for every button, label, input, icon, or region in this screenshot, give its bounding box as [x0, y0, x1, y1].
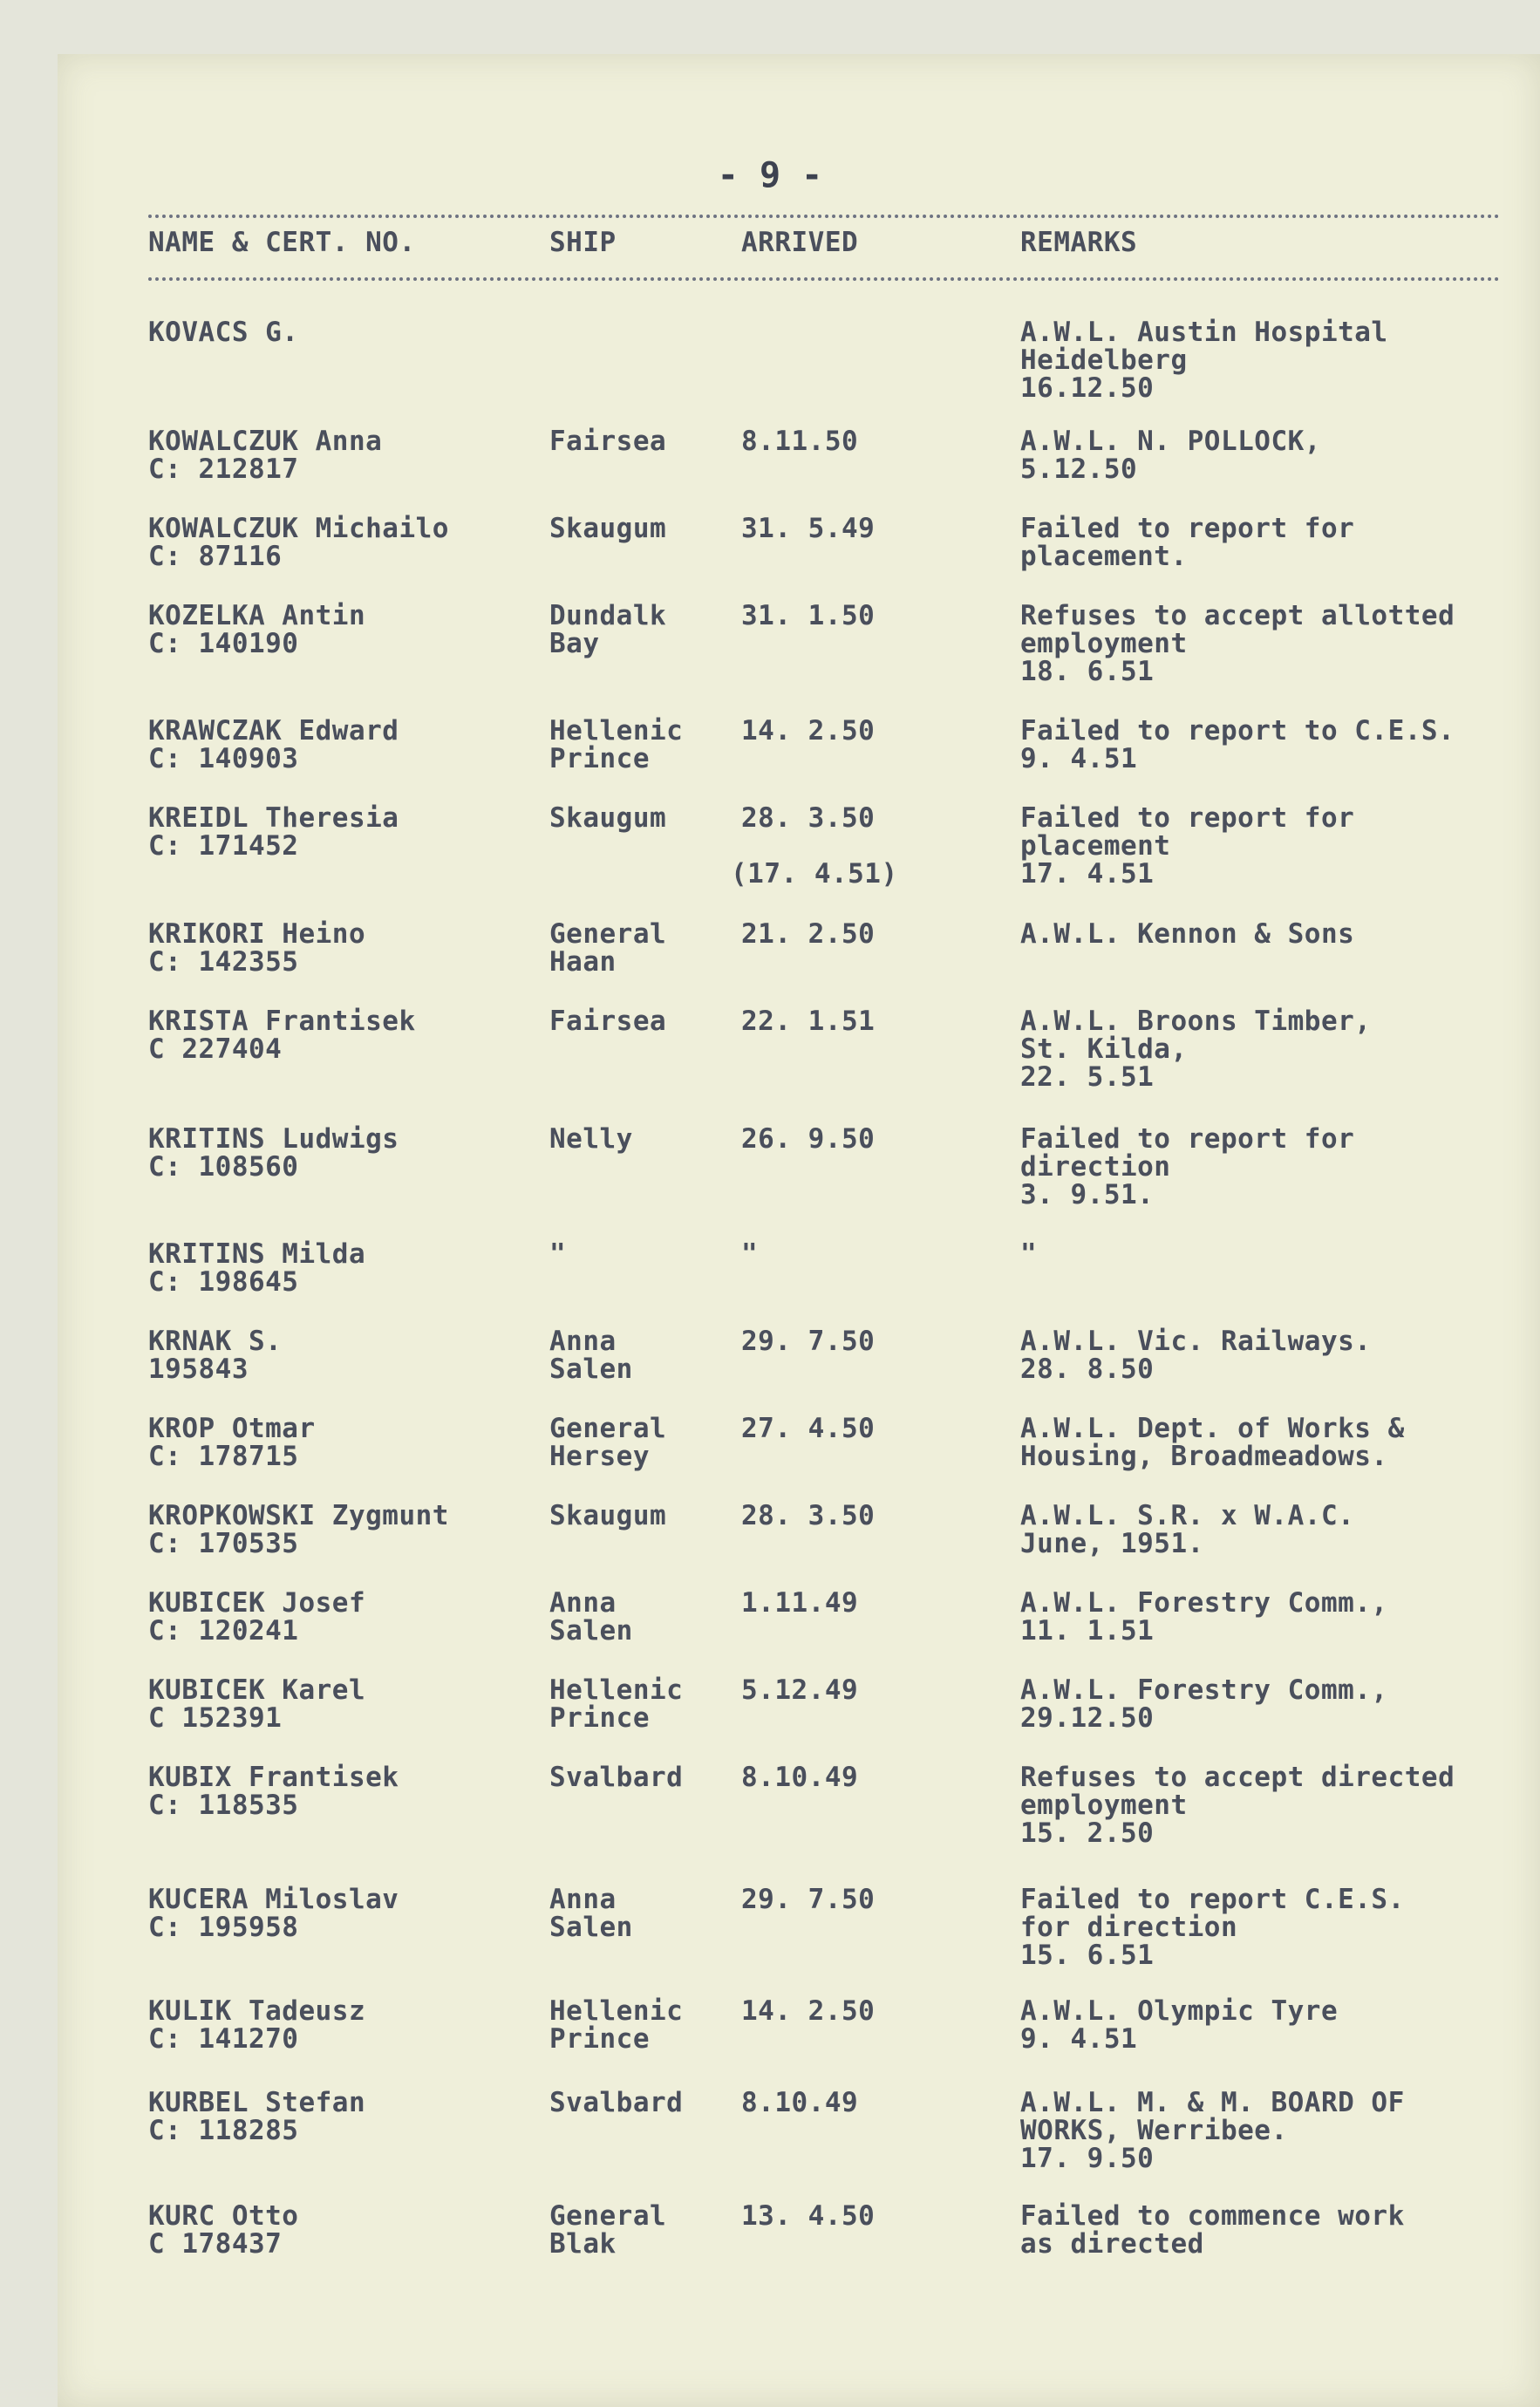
- row-arrived: 26. 9.50: [741, 1123, 876, 1155]
- row-name: KUBIX Frantisek: [148, 1762, 399, 1793]
- row-remarks: A.W.L. N. POLLOCK, 5.12.50: [1020, 426, 1321, 485]
- row-ship: Hellenic Prince: [549, 1674, 684, 1734]
- row-cert-no: C: 141270: [148, 2023, 299, 2055]
- row-ship: Skaugum: [549, 1500, 667, 1531]
- row-cert-no: C: 212817: [148, 453, 299, 485]
- row-arrived: 14. 2.50: [741, 715, 876, 747]
- row-name: KOWALCZUK Michailo: [148, 513, 449, 544]
- row-arrived: 8.10.49: [741, 1762, 859, 1793]
- row-cert-no: C: 108560: [148, 1151, 299, 1183]
- header-name: NAME & CERT. NO.: [148, 227, 416, 258]
- row-arrived: 1.11.49: [741, 1587, 859, 1619]
- row-name: KOZELKA Antin: [148, 600, 366, 631]
- row-remarks: A.W.L. Austin Hospital Heidelberg 16.12.50: [1020, 317, 1388, 404]
- row-name: KURC Otto: [148, 2200, 299, 2232]
- row-remarks: A.W.L. Olympic Tyre 9. 4.51: [1020, 1995, 1339, 2055]
- row-arrived: 29. 7.50: [741, 1884, 876, 1915]
- row-ship: Hellenic Prince: [549, 715, 684, 774]
- row-cert-no: C 178437: [148, 2228, 283, 2260]
- row-remarks: Failed to report for placement 17. 4.51: [1020, 802, 1355, 890]
- row-ship: Dundalk Bay: [549, 600, 667, 659]
- row-name: KRAWCZAK Edward: [148, 715, 399, 747]
- row-cert-no: C: 178715: [148, 1441, 299, 1472]
- row-name: KUBICEK Josef: [148, 1587, 366, 1619]
- row-arrived-note: (17. 4.51): [731, 858, 898, 890]
- row-cert-no: C 227404: [148, 1033, 283, 1065]
- header-top-rule: [148, 215, 1500, 218]
- row-remarks: Failed to commence work as directed: [1020, 2200, 1405, 2260]
- row-remarks: A.W.L. Forestry Comm., 11. 1.51: [1020, 1587, 1388, 1647]
- row-name: KUCERA Miloslav: [148, 1884, 399, 1915]
- row-name: KOVACS G.: [148, 317, 299, 348]
- row-ship: Fairsea: [549, 426, 667, 457]
- row-name: KROP Otmar: [148, 1413, 316, 1444]
- row-name: KOWALCZUK Anna: [148, 426, 383, 457]
- row-arrived: 31. 1.50: [741, 600, 876, 631]
- row-name: KROPKOWSKI Zygmunt: [148, 1500, 449, 1531]
- row-remarks: Refuses to accept directed employment 15. 2.50: [1020, 1762, 1455, 1849]
- row-cert-no: C: 195958: [148, 1912, 299, 1943]
- row-cert-no: C: 142355: [148, 946, 299, 978]
- row-name: KULIK Tadeusz: [148, 1995, 366, 2027]
- row-cert-no: 195843: [148, 1354, 249, 1385]
- row-cert-no: C: 87116: [148, 541, 283, 572]
- row-remarks: A.W.L. Broons Timber, St. Kilda, 22. 5.51: [1020, 1006, 1372, 1093]
- row-ship: Fairsea: [549, 1006, 667, 1037]
- row-remarks: Failed to report to C.E.S. 9. 4.51: [1020, 715, 1455, 774]
- row-cert-no: C: 171452: [148, 830, 299, 862]
- row-ship: General Haan: [549, 918, 667, 978]
- row-cert-no: C: 140190: [148, 628, 299, 659]
- row-cert-no: C: 118535: [148, 1790, 299, 1821]
- row-arrived: 29. 7.50: [741, 1326, 876, 1357]
- row-cert-no: C: 118285: [148, 2115, 299, 2146]
- row-cert-no: C: 140903: [148, 743, 299, 774]
- row-arrived: 14. 2.50: [741, 1995, 876, 2027]
- row-ship: General Blak: [549, 2200, 667, 2260]
- row-ship: Svalbard: [549, 2087, 684, 2118]
- row-ship: Anna Salen: [549, 1587, 633, 1647]
- row-arrived: 28. 3.50: [741, 1500, 876, 1531]
- row-remarks: Failed to report C.E.S. for direction 15. 6.51: [1020, 1884, 1405, 1971]
- row-cert-no: C 152391: [148, 1702, 283, 1734]
- row-ship: General Hersey: [549, 1413, 667, 1472]
- row-name: KURBEL Stefan: [148, 2087, 366, 2118]
- row-arrived: 21. 2.50: [741, 918, 876, 950]
- row-remarks: A.W.L. Kennon & Sons: [1020, 918, 1355, 950]
- row-name: KRIKORI Heino: [148, 918, 366, 950]
- row-remarks: A.W.L. Forestry Comm., 29.12.50: [1020, 1674, 1388, 1734]
- row-arrived: 8.10.49: [741, 2087, 859, 2118]
- header-ship: SHIP: [549, 227, 617, 258]
- row-arrived: ": [741, 1238, 759, 1270]
- row-arrived: 13. 4.50: [741, 2200, 876, 2232]
- row-remarks: A.W.L. Dept. of Works & Housing, Broadmeadows.: [1020, 1413, 1405, 1472]
- row-arrived: 28. 3.50: [741, 802, 876, 834]
- row-cert-no: C: 170535: [148, 1528, 299, 1559]
- header-bottom-rule: [148, 277, 1500, 281]
- header-arrived: ARRIVED: [741, 227, 859, 258]
- row-remarks: ": [1020, 1238, 1038, 1270]
- row-ship: Anna Salen: [549, 1326, 633, 1385]
- row-ship: Nelly: [549, 1123, 633, 1155]
- row-remarks: Failed to report for placement.: [1020, 513, 1355, 572]
- header-remarks: REMARKS: [1020, 227, 1138, 258]
- row-arrived: 27. 4.50: [741, 1413, 876, 1444]
- page-number: - 9 -: [717, 155, 823, 195]
- row-name: KRNAK S.: [148, 1326, 283, 1357]
- row-name: KRISTA Frantisek: [148, 1006, 416, 1037]
- row-remarks: A.W.L. Vic. Railways. 28. 8.50: [1020, 1326, 1372, 1385]
- row-arrived: 31. 5.49: [741, 513, 876, 544]
- row-arrived: 5.12.49: [741, 1674, 859, 1706]
- row-ship: Anna Salen: [549, 1884, 633, 1943]
- row-cert-no: C: 120241: [148, 1615, 299, 1647]
- row-arrived: 8.11.50: [741, 426, 859, 457]
- row-name: KREIDL Theresia: [148, 802, 399, 834]
- row-ship: Skaugum: [549, 513, 667, 544]
- row-remarks: Failed to report for direction 3. 9.51.: [1020, 1123, 1355, 1210]
- row-arrived: 22. 1.51: [741, 1006, 876, 1037]
- row-name: KRITINS Ludwigs: [148, 1123, 399, 1155]
- row-remarks: A.W.L. M. & M. BOARD OF WORKS, Werribee. 17. 9.50: [1020, 2087, 1405, 2174]
- row-remarks: Refuses to accept allotted employment 18. 6.51: [1020, 600, 1455, 687]
- row-remarks: A.W.L. S.R. x W.A.C. June, 1951.: [1020, 1500, 1355, 1559]
- row-ship: Skaugum: [549, 802, 667, 834]
- row-name: KRITINS Milda: [148, 1238, 366, 1270]
- row-ship: Hellenic Prince: [549, 1995, 684, 2055]
- row-ship: Svalbard: [549, 1762, 684, 1793]
- row-cert-no: C: 198645: [148, 1266, 299, 1298]
- row-name: KUBICEK Karel: [148, 1674, 366, 1706]
- row-ship: ": [549, 1238, 567, 1270]
